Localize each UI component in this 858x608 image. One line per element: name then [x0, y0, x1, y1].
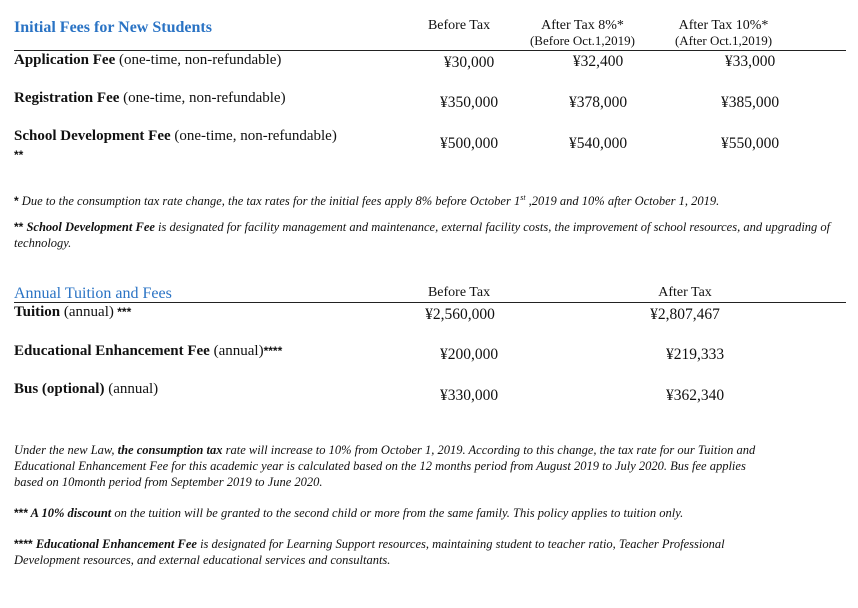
annual-tuition-title — [14, 285, 172, 303]
note-bold: School Development Fee — [23, 220, 155, 234]
initial-header-before-tax: Before Tax — [427, 18, 491, 33]
tuition-before-tax: ¥2,560,000 — [425, 306, 495, 323]
annual-header-rule — [14, 302, 846, 303]
row-qualifier: (one-time, non-refundable) — [115, 52, 282, 68]
note-text-end: ,2019 and 10% after October 1, 2019. — [525, 194, 720, 209]
registration-tax10: ¥385,000 — [720, 94, 780, 111]
row-qualifier: (one-time, non-refundable) — [170, 128, 337, 144]
note-sup: st — [520, 193, 526, 202]
development-fee-note — [14, 219, 834, 251]
application-tax8: ¥32,400 — [572, 53, 624, 70]
note-bold: A 10% discount — [28, 506, 112, 520]
annual-row-bus — [14, 381, 158, 398]
consumption-tax-note — [14, 442, 774, 490]
row-name: School Development Fee — [14, 128, 171, 144]
application-before-tax: ¥30,000 — [443, 54, 495, 71]
annual-row-enhancement — [14, 343, 282, 360]
development-tax10: ¥550,000 — [720, 135, 780, 152]
row-name: Educational Enhancement Fee — [14, 343, 210, 359]
row-qualifier: (annual) — [104, 381, 159, 397]
row-qualifier: (one-time, non-refundable) — [119, 90, 286, 106]
row-marker: *** — [113, 305, 132, 319]
bus-after-tax: ¥362,340 — [665, 387, 725, 404]
enhancement-before-tax: ¥200,000 — [439, 346, 499, 363]
annual-header-after-tax: After Tax — [658, 285, 712, 300]
note-text: on the tuition will be granted to the second child or more from the same family. This policy applies to tuition only. — [111, 506, 684, 520]
annual-title-text: Annual Tuition and Fees — [14, 285, 172, 302]
discount-note — [14, 505, 844, 521]
annual-header-before-tax: Before Tax — [427, 285, 491, 300]
development-tax8: ¥540,000 — [568, 135, 628, 152]
note-text: Due to the consumption tax rate change, the tax rates for the initial fees apply 8% before October 1 — [18, 194, 521, 209]
annual-row-tuition — [14, 304, 131, 321]
row-name: Tuition — [14, 304, 61, 320]
note-text: is designated for facility management and maintenance, external facility costs, the improvement of school resources, and upgrading of technology. — [14, 220, 831, 250]
initial-fees-title: Initial Fees for New Students — [14, 19, 212, 36]
initial-row-registration — [14, 90, 286, 107]
initial-header-tax10 — [661, 18, 786, 48]
initial-header-tax8 — [520, 18, 645, 48]
tax10-label: After Tax 10%* — [678, 18, 769, 33]
note-marker: * — [14, 194, 19, 209]
enhancement-after-tax: ¥219,333 — [665, 346, 725, 363]
note-bold: Educational Enhancement Fee — [32, 537, 197, 551]
note-text: is designated for Learning Support resources, maintaining student to teacher ratio, Teacher Professional Development resources, and external educational services and consultants. — [14, 537, 725, 567]
note-bold: the consumption tax — [117, 443, 223, 457]
bus-before-tax: ¥330,000 — [439, 387, 499, 404]
note-text: Under the new Law, — [14, 443, 118, 457]
note-marker: **** — [14, 537, 33, 551]
row-name: Bus (optional) — [14, 381, 105, 397]
tax8-label: After Tax 8%* — [541, 18, 624, 33]
note-marker: *** — [14, 506, 29, 520]
tax10-sublabel: (After Oct.1,2019) — [674, 33, 773, 48]
tuition-after-tax: ¥2,807,467 — [650, 306, 720, 323]
row-qualifier: (annual) — [60, 304, 114, 320]
tax8-sublabel: (Before Oct.1,2019) — [529, 33, 636, 48]
row-marker: **** — [263, 344, 283, 358]
registration-before-tax: ¥350,000 — [439, 94, 499, 111]
application-tax10: ¥33,000 — [724, 53, 776, 70]
enhancement-fee-note — [14, 536, 754, 568]
registration-tax8: ¥378,000 — [568, 94, 628, 111]
row-name: Registration Fee — [14, 90, 120, 106]
row-name: Application Fee — [14, 52, 116, 68]
initial-row-application — [14, 52, 281, 69]
development-marker: ** — [14, 148, 24, 162]
row-qualifier: (annual) — [209, 343, 264, 359]
initial-header-rule — [14, 50, 846, 51]
initial-row-development — [14, 128, 337, 145]
note-marker: ** — [14, 220, 24, 234]
note-text-end: rate will increase to 10% from October 1, 2019. According to this change, the tax rate for our Tuition and Educational Enhancement Fee for this academic year is calculated based on the 12 months period from August 2019 to July 2020. Bus fee applies based on 10month period from September 2019 to June 2020. — [14, 443, 756, 489]
development-before-tax: ¥500,000 — [439, 135, 499, 152]
tax-change-note — [14, 190, 844, 209]
